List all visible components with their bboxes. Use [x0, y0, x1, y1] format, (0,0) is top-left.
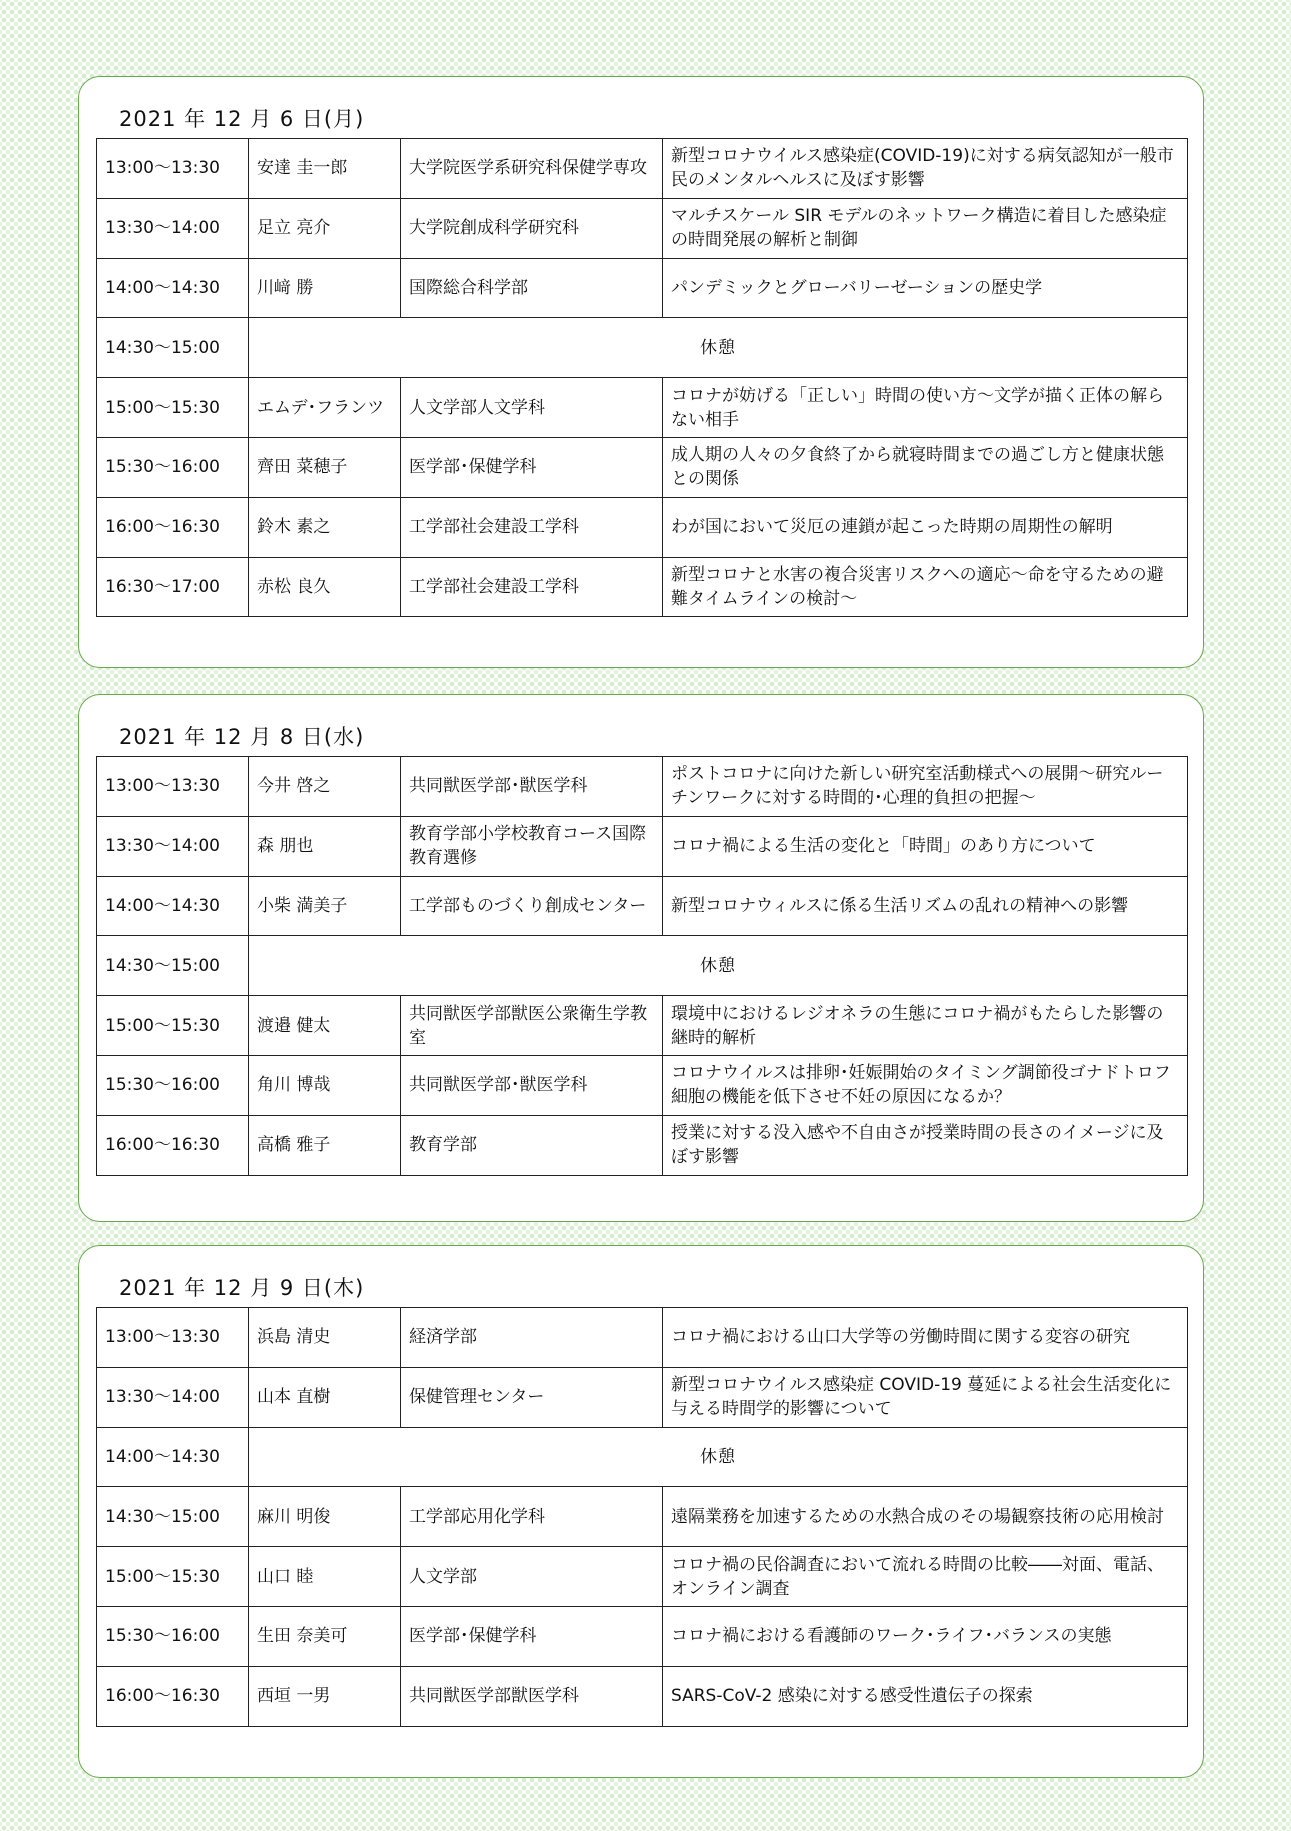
- presentation-title: コロナ禍の民俗調査において流れる時間の比較――対面、電話、オンライン調査: [663, 1547, 1188, 1607]
- presentation-title: コロナウイルスは排卵･妊娠開始のタイミング調節役ゴナドトロフ細胞の機能を低下させ不妊の原因になるか？: [663, 1055, 1188, 1115]
- table-row: [97, 876, 1188, 936]
- presenter-department: 大学院医学系研究科保健学専攻: [401, 139, 663, 199]
- presentation-title: マルチスケール SIR モデルのネットワーク構造に着目した感染症の時間発展の解析と制御: [663, 198, 1188, 258]
- table-row: [97, 757, 1188, 817]
- table-row: [97, 1055, 1188, 1115]
- table-row: [97, 816, 1188, 876]
- presentation-title: 新型コロナウイルス感染症(COVID-19)に対する病気認知が一般市民のメンタルヘルスに及ぼす影響: [663, 139, 1188, 199]
- presentation-title: コロナ禍による生活の変化と「時間」のあり方について: [663, 816, 1188, 876]
- schedule-table: [96, 1307, 1188, 1727]
- time-slot: 16:00～16:30: [97, 1666, 249, 1726]
- time-slot: 16:00～16:30: [97, 497, 249, 557]
- break-label: 休憩: [249, 936, 1188, 996]
- time-slot: 14:30～15:00: [97, 1487, 249, 1547]
- presenter-department: 共同獣医学部･獣医学科: [401, 757, 663, 817]
- day-date-heading: 2021 年 12 月 9 日(木): [119, 1276, 365, 1300]
- presentation-title: コロナ禍における看護師のワーク･ライフ･バランスの実態: [663, 1606, 1188, 1666]
- break-row: [97, 318, 1188, 378]
- presenter-name: 小柴 満美子: [249, 876, 401, 936]
- time-slot: 15:00～15:30: [97, 378, 249, 438]
- break-label: 休憩: [249, 1427, 1188, 1487]
- table-row: [97, 996, 1188, 1056]
- time-slot: 14:30～15:00: [97, 318, 249, 378]
- table-row: [97, 557, 1188, 617]
- presentation-title: パンデミックとグローバリーゼーションの歴史学: [663, 258, 1188, 318]
- presentation-title: 新型コロナと水害の複合災害リスクへの適応～命を守るための避難タイムラインの検討～: [663, 557, 1188, 617]
- schedule-day-card: [78, 694, 1204, 1222]
- table-row: [97, 258, 1188, 318]
- time-slot: 13:00～13:30: [97, 757, 249, 817]
- time-slot: 13:30～14:00: [97, 198, 249, 258]
- table-row: [97, 1487, 1188, 1547]
- day-date-heading: 2021 年 12 月 6 日(月): [119, 107, 365, 131]
- time-slot: 15:00～15:30: [97, 996, 249, 1056]
- presenter-department: 大学院創成科学研究科: [401, 198, 663, 258]
- time-slot: 13:30～14:00: [97, 816, 249, 876]
- break-row: [97, 936, 1188, 996]
- table-row: [97, 1308, 1188, 1368]
- presenter-name: 川﨑 勝: [249, 258, 401, 318]
- table-row: [97, 1547, 1188, 1607]
- table-row: [97, 1666, 1188, 1726]
- presenter-department: 工学部社会建設工学科: [401, 557, 663, 617]
- presenter-name: 角川 博哉: [249, 1055, 401, 1115]
- presenter-department: 共同獣医学部獣医学科: [401, 1666, 663, 1726]
- break-row: [97, 1427, 1188, 1487]
- table-row: [97, 1367, 1188, 1427]
- presenter-name: 浜島 清史: [249, 1308, 401, 1368]
- table-row: [97, 497, 1188, 557]
- presenter-name: 足立 亮介: [249, 198, 401, 258]
- table-row: [97, 437, 1188, 497]
- time-slot: 15:30～16:00: [97, 437, 249, 497]
- presentation-title: 新型コロナウイルス感染症 COVID-19 蔓延による社会生活変化に与える時間学的影響について: [663, 1367, 1188, 1427]
- presenter-department: 人文学部人文学科: [401, 378, 663, 438]
- presentation-title: 成人期の人々の夕食終了から就寝時間までの過ごし方と健康状態との関係: [663, 437, 1188, 497]
- time-slot: 14:00～14:30: [97, 1427, 249, 1487]
- presenter-department: 経済学部: [401, 1308, 663, 1368]
- table-row: [97, 139, 1188, 199]
- presentation-title: わが国において災厄の連鎖が起こった時期の周期性の解明: [663, 497, 1188, 557]
- presenter-department: 教育学部小学校教育コース国際教育選修: [401, 816, 663, 876]
- time-slot: 16:00～16:30: [97, 1115, 249, 1175]
- presenter-name: 麻川 明俊: [249, 1487, 401, 1547]
- presenter-name: 安達 圭一郎: [249, 139, 401, 199]
- day-date-heading: 2021 年 12 月 8 日(水): [119, 725, 365, 749]
- presenter-department: 工学部応用化学科: [401, 1487, 663, 1547]
- presentation-title: 新型コロナウィルスに係る生活リズムの乱れの精神への影響: [663, 876, 1188, 936]
- schedule-table: [96, 138, 1188, 617]
- presenter-department: 国際総合科学部: [401, 258, 663, 318]
- presenter-name: 今井 啓之: [249, 757, 401, 817]
- presentation-title: コロナ禍における山口大学等の労働時間に関する変容の研究: [663, 1308, 1188, 1368]
- presenter-department: 保健管理センター: [401, 1367, 663, 1427]
- time-slot: 15:30～16:00: [97, 1055, 249, 1115]
- presenter-department: 教育学部: [401, 1115, 663, 1175]
- presenter-department: 工学部ものづくり創成センター: [401, 876, 663, 936]
- schedule-table: [96, 756, 1188, 1176]
- presentation-title: ポストコロナに向けた新しい研究室活動様式への展開～研究ルーチンワークに対する時間的･心理的負担の把握～: [663, 757, 1188, 817]
- presenter-department: 医学部･保健学科: [401, 1606, 663, 1666]
- break-label: 休憩: [249, 318, 1188, 378]
- presentation-title: コロナが妨げる「正しい」時間の使い方～文学が描く正体の解らない相手: [663, 378, 1188, 438]
- time-slot: 14:30～15:00: [97, 936, 249, 996]
- time-slot: 13:00～13:30: [97, 1308, 249, 1368]
- time-slot: 13:30～14:00: [97, 1367, 249, 1427]
- presentation-title: 遠隔業務を加速するための水熱合成のその場観察技術の応用検討: [663, 1487, 1188, 1547]
- time-slot: 15:30～16:00: [97, 1606, 249, 1666]
- presenter-name: 山口 睦: [249, 1547, 401, 1607]
- presenter-department: 医学部･保健学科: [401, 437, 663, 497]
- presenter-name: 森 朋也: [249, 816, 401, 876]
- time-slot: 16:30～17:00: [97, 557, 249, 617]
- presenter-department: 人文学部: [401, 1547, 663, 1607]
- table-row: [97, 1606, 1188, 1666]
- time-slot: 14:00～14:30: [97, 876, 249, 936]
- presenter-name: 西垣 一男: [249, 1666, 401, 1726]
- presenter-department: 共同獣医学部･獣医学科: [401, 1055, 663, 1115]
- presenter-name: 鈴木 素之: [249, 497, 401, 557]
- time-slot: 13:00～13:30: [97, 139, 249, 199]
- schedule-day-card: [78, 1245, 1204, 1778]
- presentation-title: SARS-CoV-2 感染に対する感受性遺伝子の探索: [663, 1666, 1188, 1726]
- presentation-title: 授業に対する没入感や不自由さが授業時間の長さのイメージに及ぼす影響: [663, 1115, 1188, 1175]
- table-row: [97, 1115, 1188, 1175]
- presentation-title: 環境中におけるレジオネラの生態にコロナ禍がもたらした影響の継時的解析: [663, 996, 1188, 1056]
- time-slot: 14:00～14:30: [97, 258, 249, 318]
- time-slot: 15:00～15:30: [97, 1547, 249, 1607]
- presenter-department: 共同獣医学部獣医公衆衛生学教室: [401, 996, 663, 1056]
- table-row: [97, 378, 1188, 438]
- table-row: [97, 198, 1188, 258]
- presenter-name: 高橋 雅子: [249, 1115, 401, 1175]
- presenter-department: 工学部社会建設工学科: [401, 497, 663, 557]
- presenter-name: 山本 直樹: [249, 1367, 401, 1427]
- presenter-name: 生田 奈美可: [249, 1606, 401, 1666]
- schedule-day-card: [78, 76, 1204, 668]
- presenter-name: エムデ･フランツ: [249, 378, 401, 438]
- presenter-name: 赤松 良久: [249, 557, 401, 617]
- presenter-name: 渡邉 健太: [249, 996, 401, 1056]
- presenter-name: 齊田 菜穂子: [249, 437, 401, 497]
